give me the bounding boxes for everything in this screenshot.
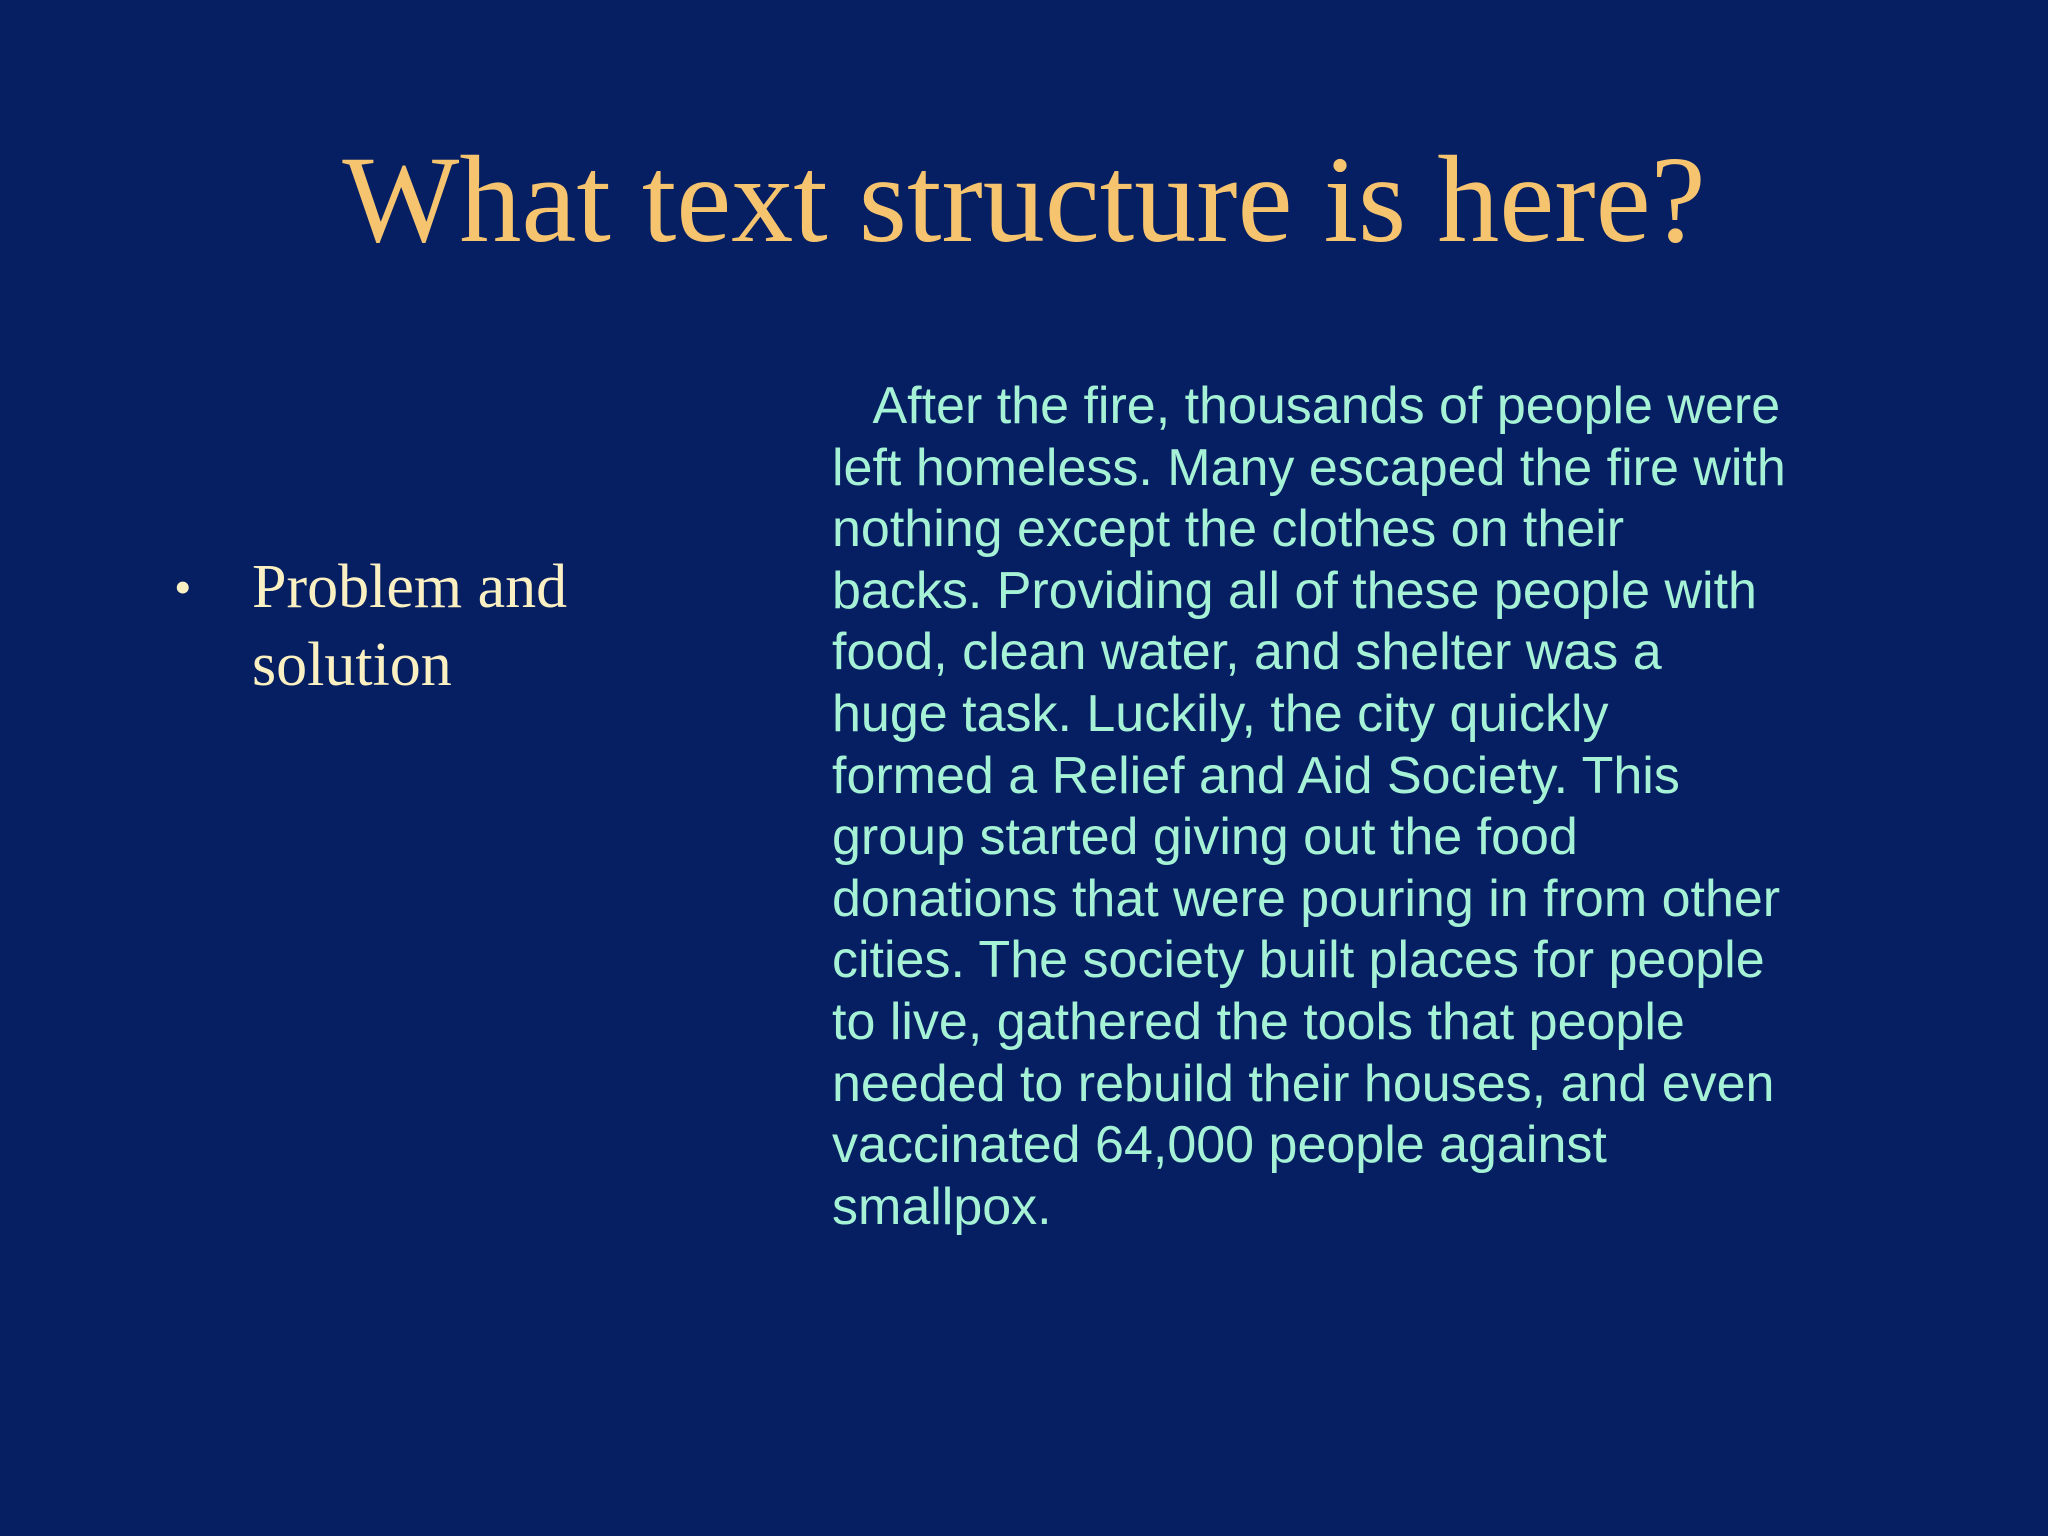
bullet-list	[170, 548, 640, 704]
passage-line: group started giving out the food	[832, 808, 1578, 867]
passage-line: to live, gathered the tools that people	[832, 992, 1685, 1051]
passage-line: donations that were pouring in from other	[832, 869, 1781, 928]
slide-title: What text structure is here?	[342, 131, 1706, 268]
passage-line: vaccinated 64,000 people against	[832, 1116, 1607, 1175]
passage-text	[832, 376, 1892, 1238]
passage-line: food, clean water, and shelter was a	[832, 623, 1662, 682]
passage-line: backs. Providing all of these people with	[832, 561, 1757, 620]
passage-line: left homeless. Many escaped the fire with	[832, 438, 1786, 497]
passage-line: After the fire, thousands of people were	[832, 377, 1781, 435]
passage-line: nothing except the clothes on their	[832, 500, 1625, 559]
passage-line: needed to rebuild their houses, and even	[832, 1054, 1775, 1113]
passage-line: formed a Relief and Aid Society. This	[832, 746, 1680, 805]
bullet-marker: •	[174, 559, 192, 615]
bullet-text-line-1: Problem and	[252, 553, 568, 621]
bullet-text-line-2: solution	[252, 631, 452, 699]
bullet-item	[170, 548, 640, 704]
passage-line: huge task. Luckily, the city quickly	[832, 684, 1609, 743]
passage-line: smallpox.	[832, 1177, 1052, 1236]
passage-line: cities. The society built places for people	[832, 931, 1765, 990]
